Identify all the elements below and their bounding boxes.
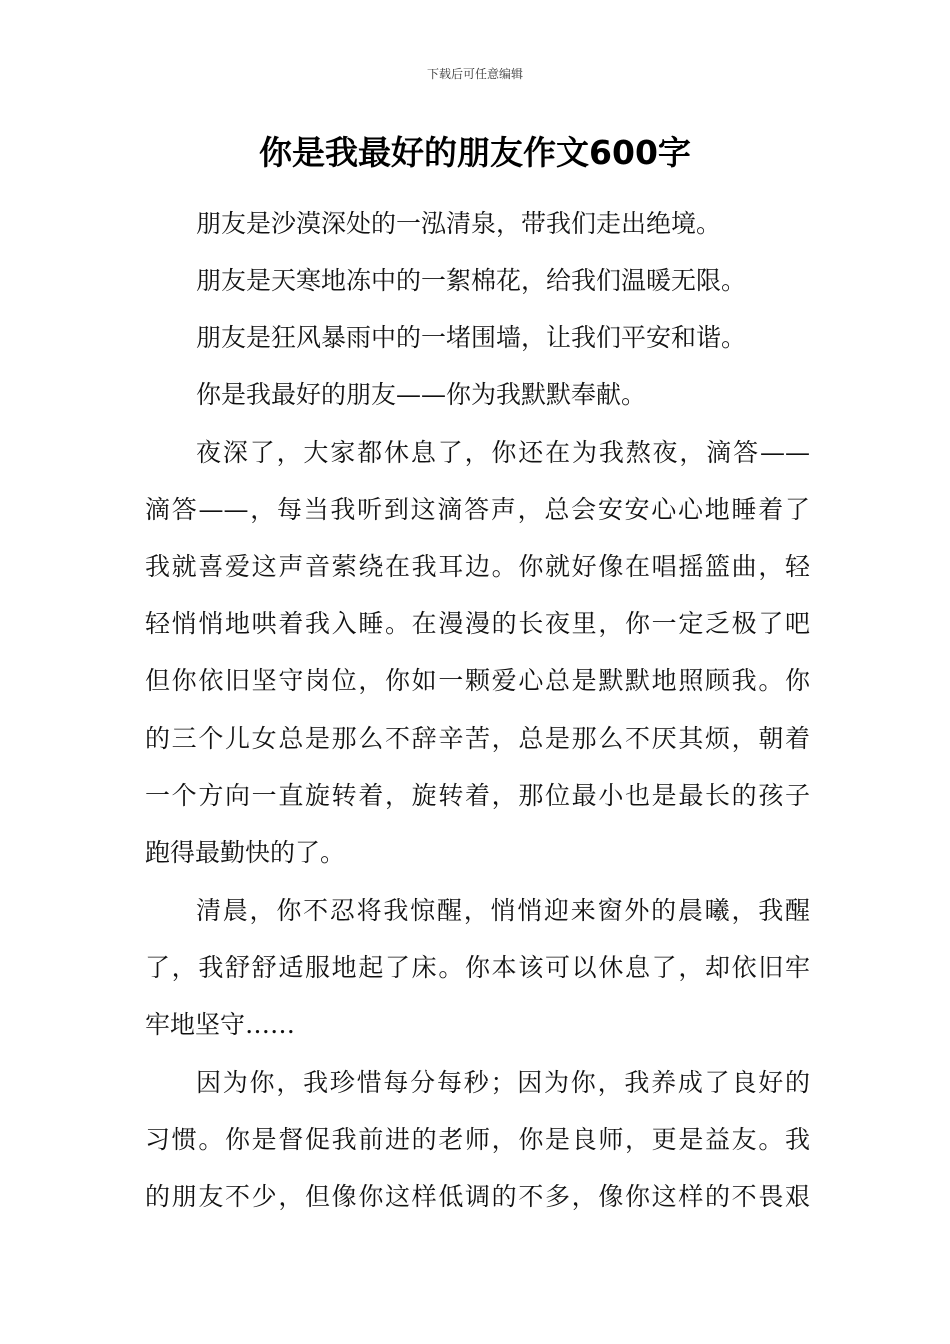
body-line: 一个方向一直旋转着，旋转着，那位最小也是最长的孩子 (145, 781, 810, 810)
body-line: 了，我舒舒适服地起了床。你本该可以休息了，却依旧牢 (145, 953, 810, 982)
body-line: 我就喜爱这声音萦绕在我耳边。你就好像在唱摇篮曲，轻 (145, 552, 810, 581)
header-note: 下载后可任意编辑 (426, 67, 523, 81)
body-line: 朋友是沙漠深处的一泓清泉，带我们走出绝境。 (196, 209, 722, 238)
body-line: 轻悄悄地哄着我入睡。在漫漫的长夜里，你一定乏极了吧 (145, 609, 810, 638)
document-title: 你是我最好的朋友作文600字 (259, 133, 691, 172)
body-line: 牢地坚守…… (145, 1010, 296, 1039)
body-line: 清晨，你不忍将我惊醒，悄悄迎来窗外的晨曦，我醒 (196, 896, 810, 925)
body-line: 你是我最好的朋友——你为我默默奉献。 (196, 380, 647, 409)
body-line: 朋友是狂风暴雨中的一堵围墙，让我们平安和谐。 (196, 323, 747, 352)
body-line: 夜深了，大家都休息了，你还在为我熬夜，滴答—— (196, 438, 810, 467)
body-line: 习惯。你是督促我前进的老师，你是良师，更是益友。我 (145, 1125, 810, 1154)
body-line: 滴答——，每当我听到这滴答声，总会安安心心地睡着了 (145, 495, 810, 524)
body-line: 因为你，我珍惜每分每秒；因为你，我养成了良好的 (196, 1068, 810, 1097)
body-line: 朋友是天寒地冻中的一絮棉花，给我们温暖无限。 (196, 266, 747, 295)
body-line: 但你依旧坚守岗位，你如一颗爱心总是默默地照顾我。你 (145, 666, 810, 695)
body-line: 的三个儿女总是那么不辞辛苦，总是那么不厌其烦，朝着 (145, 724, 810, 753)
body-line: 的朋友不少，但像你这样低调的不多，像你这样的不畏艰 (145, 1182, 810, 1211)
body-line: 跑得最勤快的了。 (145, 838, 346, 867)
